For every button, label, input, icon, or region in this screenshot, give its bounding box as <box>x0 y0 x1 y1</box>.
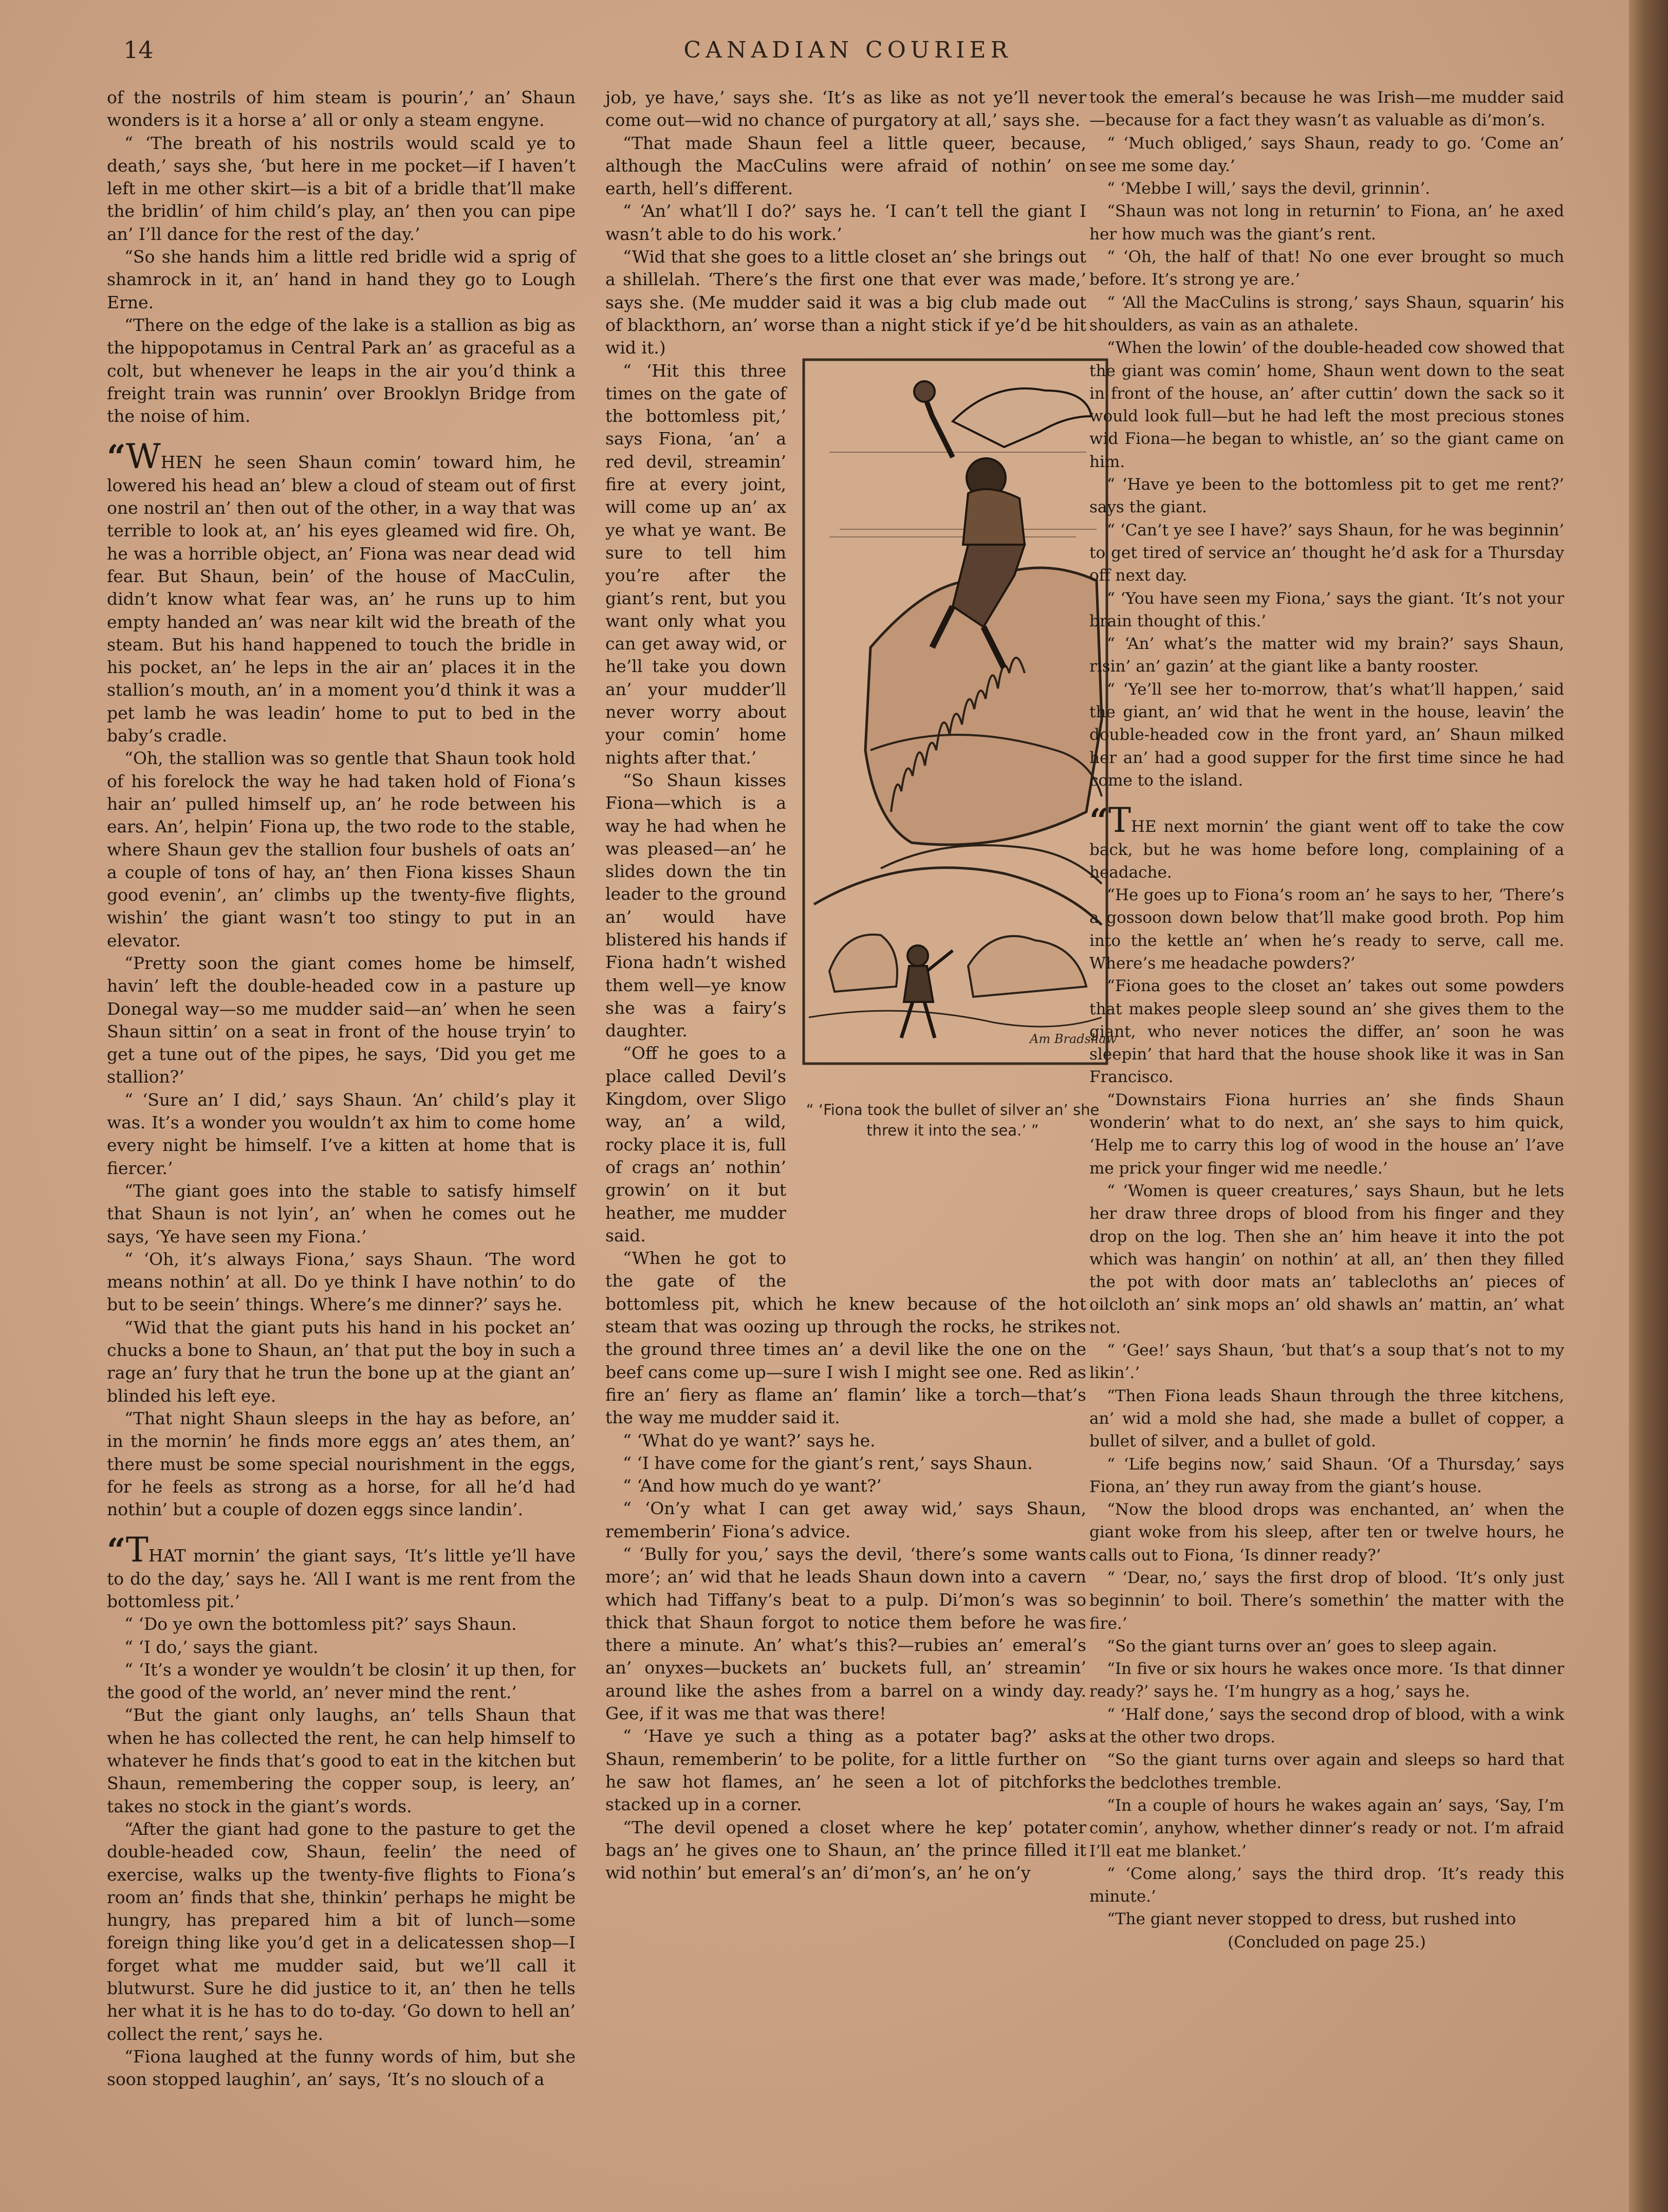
paragraph-text: HEN he seen Shaun comin’ toward him, he lowered his head an’ blew a cloud of steam out of first one nostril an’ then out of the other, in a way that was terrible to look at, an’ his eyes gleamed wid fire. Oh, he was a horrible object, an’ Fiona was near dead wid fear. But Shaun, bein’ of the house of MacCulin, didn’t know what fear was, an’ he runs up to him empty handed an’ was near kilt wid the breath of the steam. But his hand happened to touch the bridle in his pocket, an’ he leps in the air an’ places it in the stallion’s mouth, an’ in a moment you’d think it was a pet lamb he was leadin’ home to put to bed in the baby’s cradle. <box>107 452 576 746</box>
paragraph: “When he got to the gate of the bottomless pit, which he knew because of the hot steam that was oozing up through the rocks, he strikes the ground three times an’ a devil like the one on the beef cans come up—sure I wish I might see one. Red as fire an’ fiery as flame an’ flamin’ like a torch—that’s the way me mudder said it. <box>605 1248 1086 1428</box>
paragraph: “ ‘All the MacCulins is strong,’ says Shaun, squarin’ his shoulders, as vain as an athalete. <box>1089 293 1564 334</box>
paragraph: “ ‘Oh, the half of that! No one ever brought so much before. It’s strong ye are.’ <box>1089 248 1564 289</box>
paragraph: “ ‘Can’t ye see I have?’ says Shaun, for he was beginnin’ to get tired of service an’ thought he’d ask for a Thursday off next day. <box>1089 521 1564 585</box>
paragraph: “ ‘Life begins now,’ said Shaun. ‘Of a Thursday,’ says Fiona, an’ they run away from the giant’s house. <box>1089 1455 1564 1496</box>
paragraph: “Now the blood drops was enchanted, an’ when the giant woke from his sleep, after ten or twelve hours, he calls out to Fiona, ‘Is dinner ready?’ <box>1089 1500 1564 1565</box>
paragraph: “ ‘Sure an’ I did,’ says Shaun. ‘An’ child’s play it was. It’s a wonder you wouldn’t ax him to come home every night be himself. I’ve a kitten at home that is fiercer.’ <box>107 1089 576 1178</box>
paragraph: “ ‘Women is queer creatures,’ says Shaun, but he lets her draw three drops of blood from his finger and they drop on the log. Then she an’ him heave it into the pot which was hangin’ on nothin’ at all, an’ then they filled the pot with door mats an’ tablecloths an’ pieces of oilcloth an’ sink mops an’ old shawls an’ mattin, an’ what not. <box>1089 1181 1564 1337</box>
opening-quote-mark: “ <box>107 1531 126 1570</box>
paragraph: “ ‘Hit this three times on the gate of the bottomless pit,’ says Fiona, ‘an’ a red devil, streamin’ fire at every joint, will come up an’ ax ye what ye want. Be sure to tell him you’re after the giant’s rent, but you want only what you can get away wid, or he’ll take you down an’ your mudder’ll never worry about your comin’ home nights after that.’ <box>605 360 786 768</box>
paragraph: “He goes up to Fiona’s room an’ he says to her, ‘There’s a gossoon down below that’ll make good broth. Pop him into the kettle an’ when he’s ready to serve, call me. Where’s me headache powders?’ <box>1089 886 1564 973</box>
paragraph: “Then Fiona leads Shaun through the three kitchens, an’ wid a mold she had, she made a bullet of copper, a bullet of silver, and a bullet of gold. <box>1089 1386 1564 1451</box>
paragraph: “ ‘Oh, it’s always Fiona,’ says Shaun. ‘The word means nothin’ at all. Do ye think I have nothin’ to do but to be seein’ things. Where’s me dinner?’ says he. <box>107 1249 576 1315</box>
paragraph: “ ‘Ye’ll see her to-morrow, that’s what’ll happen,’ said the giant, an’ wid that he went in the house, leavin’ the double-headed cow in the front yard, an’ Shaun milked her an’ had a good supper for the first time since he had come to the island. <box>1089 680 1564 790</box>
paragraph: “ ‘Dear, no,’ says the first drop of blood. ‘It’s only just beginnin’ to boil. There’s somethin’ the matter with the fire.’ <box>1089 1569 1564 1633</box>
paragraph: “ ‘I do,’ says the giant. <box>124 1637 319 1657</box>
paragraph-text: HAT mornin’ the giant says, ‘It’s little ye’ll have to do the day,’ says he. ‘All I want is me rent from the bottomless pit.’ <box>107 1546 576 1611</box>
paragraph: “When the lowin’ of the double-headed cow showed that the giant was comin’ home, Shaun went down to the seat in front of the house, an’ after cuttin’ down the sack so it would look full—but he had left the most precious stones wid Fiona—he began to whistle, an’ so the giant came on him. <box>1089 339 1564 471</box>
paragraph: “But the giant only laughs, an’ tells Shaun that when he has collected the rent, he can help himself to whatever he finds that’s good to eat in the kitchen but Shaun, remembering the copper soup, is leery, an’ takes no stock in the giant’s words. <box>107 1705 576 1816</box>
page-binding-edge <box>1629 0 1668 2212</box>
paragraph: “The giant never stopped to dress, but rushed into <box>1107 1910 1516 1929</box>
paragraph: “So the giant turns over an’ goes to sleep again. <box>1107 1637 1497 1656</box>
text-column-middle <box>605 86 1117 2108</box>
continuation-note: (Concluded on page 25.) <box>1228 1932 1426 1951</box>
paragraph: “That made Shaun feel a little queer, because, although the MacCulins were afraid of nothin’ on earth, hell’s different. <box>605 133 1086 199</box>
illustration-caption: “ ‘Fiona took the bullet of silver an’ she threw it into the sea.’ ” <box>806 1101 1100 1139</box>
paragraph: “ ‘It’s a wonder ye wouldn’t be closin’ it up then, for the good of the world, an’ never mind the rent.’ <box>107 1659 576 1703</box>
paragraph: “ ‘Have ye been to the bottomless pit to get me rent?’ says the giant. <box>1089 475 1564 517</box>
paragraph: “Off he goes to a place called Devil’s Kingdom, over Sligo way, an’ a wild, rocky place it is, full of crags an’ nothin’ growin’ on it but heather, me mudder said. <box>605 1043 786 1246</box>
paragraph: “Fiona goes to the closet an’ takes out some powders that makes people sleep sound an’ she gives them to the giant, who never notices the differ, an’ soon he was sleepin’ that hard that the house shook like it was in San Francisco. <box>1089 977 1564 1087</box>
opening-quote-mark: “ <box>1089 802 1108 841</box>
paragraph: “Oh, the stallion was so gentle that Shaun took hold of his forelock the way he had taken hold of Fiona’s hair an’ pulled himself up, an’ he rode between his ears. An’, helpin’ Fiona up, the two rode to the stable, where Shaun gev the stallion four bushels of oats an’ a couple of tons of hay, an’ then Fiona kisses Shaun good evenin’, an’ climbs up the twenty-five flights, wishin’ the giant wasn’t too stingy to put in an elevator. <box>107 748 576 951</box>
paragraph: took the emeral’s because he was Irish—me mudder said—because for a fact they wasn’t as valuable as di’mon’s. <box>1089 88 1564 130</box>
paragraph: “In a couple of hours he wakes again an’ says, ‘Say, I’m comin’, anyhow, whether dinner’s ready or not. I’m afraid I’ll eat me blanket.’ <box>1089 1796 1564 1861</box>
paragraph: “ ‘Bully for you,’ says the devil, ‘there’s some wants more’; an’ wid that he leads Shaun down into a cavern which had Tiffany’s beat to a pulp. Di’mon’s was so thick that Shaun forgot to notice them before he was there a minute. An’ what’s this?—rubies an’ emeral’s an’ onyxes—buckets an’ buckets full, an’ streamin’ around like the ashes from a barrel on a windy day. Gee, if it was me that was there! <box>605 1544 1086 1724</box>
section-opening-paragraph <box>107 1530 576 1613</box>
paragraph: “ ‘You have seen my Fiona,’ says the giant. ‘It’s not your brain thought of this.’ <box>1089 589 1564 630</box>
paragraph: “After the giant had gone to the pasture to get the double-headed cow, Shaun, feelin’ the need of exercise, walks up the twenty-five flights to Fiona’s room an’ finds that she, thinkin’ perhaps he might be hungry, has prepared him a bit of lunch—some foreign thing like you’d get in a delicatessen shop—I forget what me mudder said, but we’ll call it blutwurst. Sure he did justice to it, an’ then he tells her what it is he has to do to-day. ‘Go down to hell an’ collect the rent,’ says he. <box>107 1818 576 2044</box>
magazine-title: CANADIAN COURIER <box>683 37 1012 63</box>
paragraph: “In five or six hours he wakes once more. ‘Is that dinner ready?’ says he. ‘I’m hungry as a hog,’ says he. <box>1089 1660 1564 1701</box>
page-number: 14 <box>123 36 154 64</box>
paragraph: of the nostrils of him steam is pourin’,’ an’ Shaun wonders is it a horse a’ all or only a steam engyne. <box>107 87 576 131</box>
drop-initial-t: T <box>125 1530 149 1570</box>
paragraph: “Wid that she goes to a little closet an’ she brings out a shillelah. ‘There’s the first one that ever was made,’ says she. (Me mudder said it was a big club made out of blackthorn, an’ worse than a night stick if ye’d be hit wid it.) <box>605 247 1086 358</box>
paragraph: job, ye have,’ says she. ‘It’s as like as not ye’ll never come out—wid no chance of purgatory at all,’ says she. <box>605 87 1086 131</box>
paragraph: “Wid that the giant puts his hand in his pocket an’ chucks a bone to Shaun, an’ that put the boy in such a rage an’ fury that he trun the bone up at the giant an’ blinded his left eye. <box>107 1317 576 1406</box>
paragraph: “Pretty soon the giant comes home be himself, havin’ left the double-headed cow in a pasture up Donegal way—so me mudder said—an’ when he seen Shaun sittin’ on a seat in front of the house tryin’ to get a tune out of the pipes, he says, ‘Did you get me stallion?’ <box>107 953 576 1087</box>
artist-signature: Am Bradshaw <box>1030 1031 1117 1046</box>
opening-quote-mark: “ <box>107 438 126 477</box>
drop-initial-w: W <box>125 437 161 477</box>
story-illustration <box>799 360 1117 1280</box>
paragraph: “ ‘Half done,’ says the second drop of blood, with a wink at the other two drops. <box>1089 1705 1564 1747</box>
paragraph: “That night Shaun sleeps in the hay as before, an’ in the mornin’ he finds more eggs an’ ates them, an’ there must be some special nourishment in the eggs, for he feels as strong as a horse, for all he’d had nothin’ but a couple of dozen eggs since landin’. <box>107 1408 576 1520</box>
paragraph: “ ‘What do ye want?’ says he. <box>623 1430 876 1451</box>
paragraph: “So the giant turns over again and sleeps so hard that the bedclothes tremble. <box>1089 1751 1564 1792</box>
paragraph: “ ‘And how much do ye want?’ <box>623 1476 882 1496</box>
text-column-right <box>1089 86 1564 2108</box>
paragraph: “The giant goes into the stable to satisfy himself that Shaun is not lyin’, an’ when he comes out he says, ‘Ye have seen my Fiona.’ <box>107 1180 576 1247</box>
illustration-drawing <box>799 360 1117 1100</box>
paragraph: “ ‘Have ye such a thing as a potater bag?’ asks Shaun, rememberin’ to be polite, for a little further on he saw hot flames, an’ he seen a lot of pitchforks stacked up in a corner. <box>605 1726 1086 1815</box>
paragraph: “ ‘An’ what’s the matter wid my brain?’ says Shaun, risin’ an’ gazin’ at the giant like a banty rooster. <box>1089 635 1564 676</box>
paragraph: “So Shaun kisses Fiona—which is a way he had when he was pleased—an’ he slides down the tin leader to the ground an’ would have blistered his hands if Fiona hadn’t wished them well—ye know she was a fairy’s daughter. <box>605 770 786 1041</box>
section-opening-paragraph <box>1089 801 1564 884</box>
paragraph: “Downstairs Fiona hurries an’ she finds Shaun wonderin’ what to do next, an’ she says to him quick, ‘Help me to carry this log of wood in the house an’ l’ave me prick your finger wid me needle.’ <box>1089 1090 1564 1178</box>
drop-initial-t: T <box>1108 801 1131 841</box>
paragraph-text: HE next mornin’ the giant went off to take the cow back, but he was home before long, complaining of a headache. <box>1089 817 1564 882</box>
paragraph: “ ‘Come along,’ says the third drop. ‘It’s ready this minute.’ <box>1089 1864 1564 1906</box>
text-column-left <box>107 86 576 2121</box>
paragraph: “ ‘Do ye own the bottomless pit?’ says Shaun. <box>124 1614 517 1634</box>
paragraph: “Fiona laughed at the funny words of him, but she soon stopped laughin’, an’ says, ‘It’s no slouch of a <box>107 2046 576 2090</box>
paragraph: “ ‘I have come for the giant’s rent,’ says Shaun. <box>623 1453 1033 1473</box>
paragraph: “ ‘Mebbe I will,’ says the devil, grinnin’. <box>1107 179 1431 198</box>
paragraph: “ ‘On’y what I can get away wid,’ says Shaun, rememberin’ Fiona’s advice. <box>605 1498 1086 1541</box>
paragraph: “There on the edge of the lake is a stallion as big as the hippopotamus in Central Park an’ as graceful as a colt, but whenever he leaps in the air you’d think a freight train was runnin’ over Brooklyn Bridge from the noise of him. <box>107 314 576 426</box>
paragraph: “So she hands him a little red bridle wid a sprig of shamrock in it, an’ hand in hand they go to Lough Erne. <box>107 247 576 312</box>
paragraph: “The devil opened a closet where he kep’ potater bags an’ he gives one to Shaun, an’ the prince filled it wid nothin’ but emeral’s an’ di’mon’s, an’ he on’y <box>605 1817 1086 1883</box>
paragraph: “ ‘An’ what’ll I do?’ says he. ‘I can’t tell the giant I wasn’t able to do his work.’ <box>605 201 1086 244</box>
paragraph: “ ‘Much obliged,’ says Shaun, ready to go. ‘Come an’ see me some day.’ <box>1089 134 1564 175</box>
section-opening-paragraph <box>107 437 576 747</box>
paragraph: “ ‘Gee!’ says Shaun, ‘but that’s a soup that’s not to my likin’.’ <box>1089 1341 1564 1383</box>
paragraph: “ ‘The breath of his nostrils would scald ye to death,’ says she, ‘but here in me pocket—if I haven’t left in me other skirt—is a bit of a bridle that’ll make the bridlin’ of him child’s play, an’ then you can pipe an’ I’ll dance for the rest of the day.’ <box>107 133 576 244</box>
paragraph: “Shaun was not long in returnin’ to Fiona, an’ he axed her how much was the giant’s rent. <box>1089 202 1564 244</box>
